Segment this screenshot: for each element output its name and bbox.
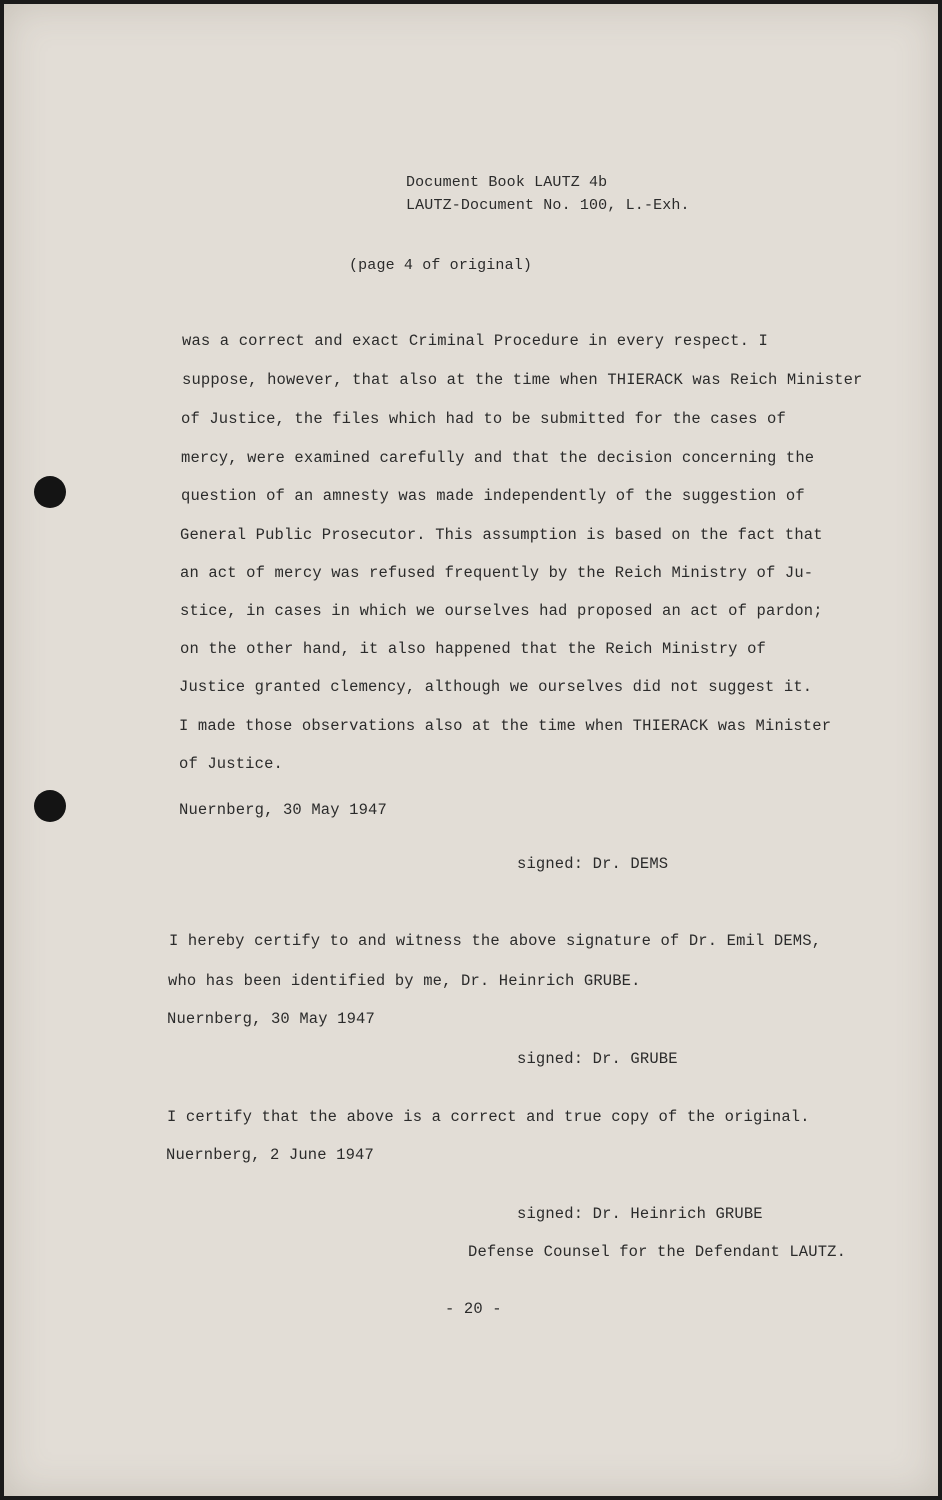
document-number-label: LAUTZ-Document No. 100, L.-Exh. — [406, 197, 690, 214]
page-of-original-note: (page 4 of original) — [349, 257, 533, 274]
punch-hole-bottom — [34, 790, 66, 822]
body-line: on the other hand, it also happened that the Reich Ministry of — [180, 640, 766, 658]
document-page — [4, 4, 938, 1496]
document-book-label: Document Book LAUTZ 4b — [406, 174, 608, 191]
body-line: an act of mercy was refused frequently by the Reich Ministry of Ju- — [180, 564, 814, 582]
body-line: of Justice. — [179, 755, 283, 773]
body-line: of Justice, the files which had to be submitted for the cases of — [181, 410, 786, 428]
body-line: suppose, however, that also at the time when THIERACK was Reich Minister — [182, 371, 863, 389]
page-number: - 20 - — [445, 1300, 502, 1318]
body-line: stice, in cases in which we ourselves had proposed an act of pardon; — [180, 602, 823, 620]
certification-line: who has been identified by me, Dr. Heinrich GRUBE. — [168, 972, 641, 990]
place-date: Nuernberg, 2 June 1947 — [166, 1146, 374, 1164]
place-date: Nuernberg, 30 May 1947 — [179, 801, 387, 819]
signature-line: signed: Dr. Heinrich GRUBE — [517, 1205, 763, 1223]
body-line: General Public Prosecutor. This assumption is based on the fact that — [180, 526, 823, 544]
body-line: question of an amnesty was made independently of the suggestion of — [181, 487, 805, 505]
signature-line: signed: Dr. GRUBE — [517, 1050, 678, 1068]
copy-certification: I certify that the above is a correct and true copy of the original. — [167, 1108, 810, 1126]
certification-line: I hereby certify to and witness the above signature of Dr. Emil DEMS, — [169, 932, 822, 950]
body-line: was a correct and exact Criminal Procedure in every respect. I — [182, 332, 768, 350]
body-line: I made those observations also at the time when THIERACK was Minister — [179, 717, 832, 735]
punch-hole-top — [34, 476, 66, 508]
body-line: mercy, were examined carefully and that the decision concerning the — [181, 449, 815, 467]
body-line: Justice granted clemency, although we ourselves did not suggest it. — [179, 678, 813, 696]
place-date: Nuernberg, 30 May 1947 — [167, 1010, 375, 1028]
defense-counsel-line: Defense Counsel for the Defendant LAUTZ. — [468, 1243, 847, 1261]
signature-line: signed: Dr. DEMS — [517, 855, 669, 873]
